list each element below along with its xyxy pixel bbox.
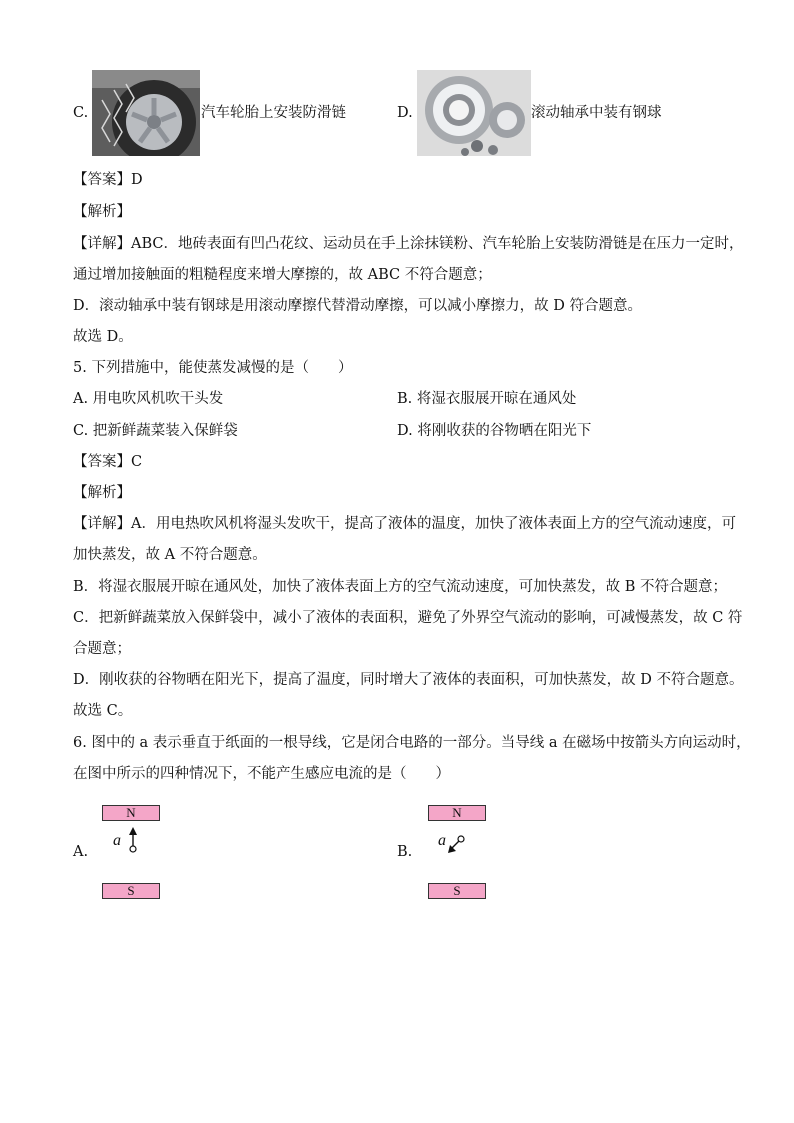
wire-label: a bbox=[113, 832, 121, 849]
north-pole-magnet: N bbox=[102, 805, 160, 821]
q5-detail-line: 合题意； bbox=[73, 641, 131, 657]
q5-option-b: B. 将湿衣服展开晾在通风处 bbox=[397, 391, 577, 407]
south-pole-magnet: S bbox=[102, 883, 160, 899]
arrow-up-icon bbox=[126, 826, 140, 854]
wire-label: a bbox=[438, 832, 446, 849]
q4-option-d-letter: D. bbox=[397, 105, 413, 121]
south-pole-magnet: S bbox=[428, 883, 486, 899]
q4-answer: 【答案】D bbox=[73, 172, 143, 188]
q5-detail-line: B．将湿衣服展开晾在通风处，加快了液体表面上方的空气流动速度，可加快蒸发，故 B 不符合题意； bbox=[73, 579, 728, 595]
q6-stem-line: 在图中所示的四种情况下，不能产生感应电流的是（ ） bbox=[73, 766, 450, 782]
q6-figure-b-letter: B. bbox=[397, 844, 413, 860]
q5-stem: 5. 下列措施中，能使蒸发减慢的是（ ） bbox=[73, 360, 353, 376]
q4-analysis-label: 【解析】 bbox=[73, 204, 131, 220]
q6-figure-a-letter: A. bbox=[73, 844, 89, 860]
q5-detail-line: D．刚收获的谷物晒在阳光下，提高了温度，同时增大了液体的表面积，可加快蒸发，故 D 不符合题意。 bbox=[73, 672, 744, 688]
q5-option-c: C. 把新鲜蔬菜装入保鲜袋 bbox=[73, 423, 238, 439]
north-pole-magnet: N bbox=[428, 805, 486, 821]
q4-option-c-letter: C. bbox=[73, 105, 89, 121]
tire-chain-photo bbox=[92, 70, 200, 156]
q5-option-d: D. 将刚收获的谷物晒在阳光下 bbox=[397, 423, 592, 439]
ball-bearing-photo bbox=[417, 70, 531, 156]
q4-option-d-text: 滚动轴承中装有钢球 bbox=[531, 105, 662, 121]
q6-stem-line: 6. 图中的 a 表示垂直于纸面的一根导线，它是闭合电路的一部分。当导线 a 在磁场中按箭头方向运动时， bbox=[73, 735, 751, 751]
arrow-down-left-icon bbox=[446, 834, 468, 856]
q5-analysis-label: 【解析】 bbox=[73, 485, 131, 501]
q5-answer: 【答案】C bbox=[73, 454, 143, 470]
q4-detail-line: 通过增加接触面的粗糙程度来增大摩擦的，故 ABC 不符合题意； bbox=[73, 267, 492, 283]
q5-detail-line: 故选 C。 bbox=[73, 703, 133, 719]
q4-option-c-text: 汽车轮胎上安装防滑链 bbox=[201, 105, 346, 121]
q5-detail-line: C．把新鲜蔬菜放入保鲜袋中，减小了液体的表面积，避免了外界空气流动的影响，可减慢蒸发，故 C 符 bbox=[73, 610, 743, 626]
q4-detail-line: 故选 D。 bbox=[73, 329, 133, 345]
q4-detail-line: D．滚动轴承中装有钢球是用滚动摩擦代替滑动摩擦，可以减小摩擦力，故 D 符合题意。 bbox=[73, 298, 642, 314]
q4-detail-line: 【详解】ABC．地砖表面有凹凸花纹、运动员在手上涂抹镁粉、汽车轮胎上安装防滑链是在压力一定时， bbox=[73, 236, 744, 252]
q5-detail-line: 加快蒸发，故 A 不符合题意。 bbox=[73, 547, 267, 563]
q5-detail-line: 【详解】A．用电热吹风机将湿头发吹干，提高了液体的温度，加快了液体表面上方的空气流动速度，可 bbox=[73, 516, 736, 532]
q5-option-a: A. 用电吹风机吹干头发 bbox=[73, 391, 224, 407]
